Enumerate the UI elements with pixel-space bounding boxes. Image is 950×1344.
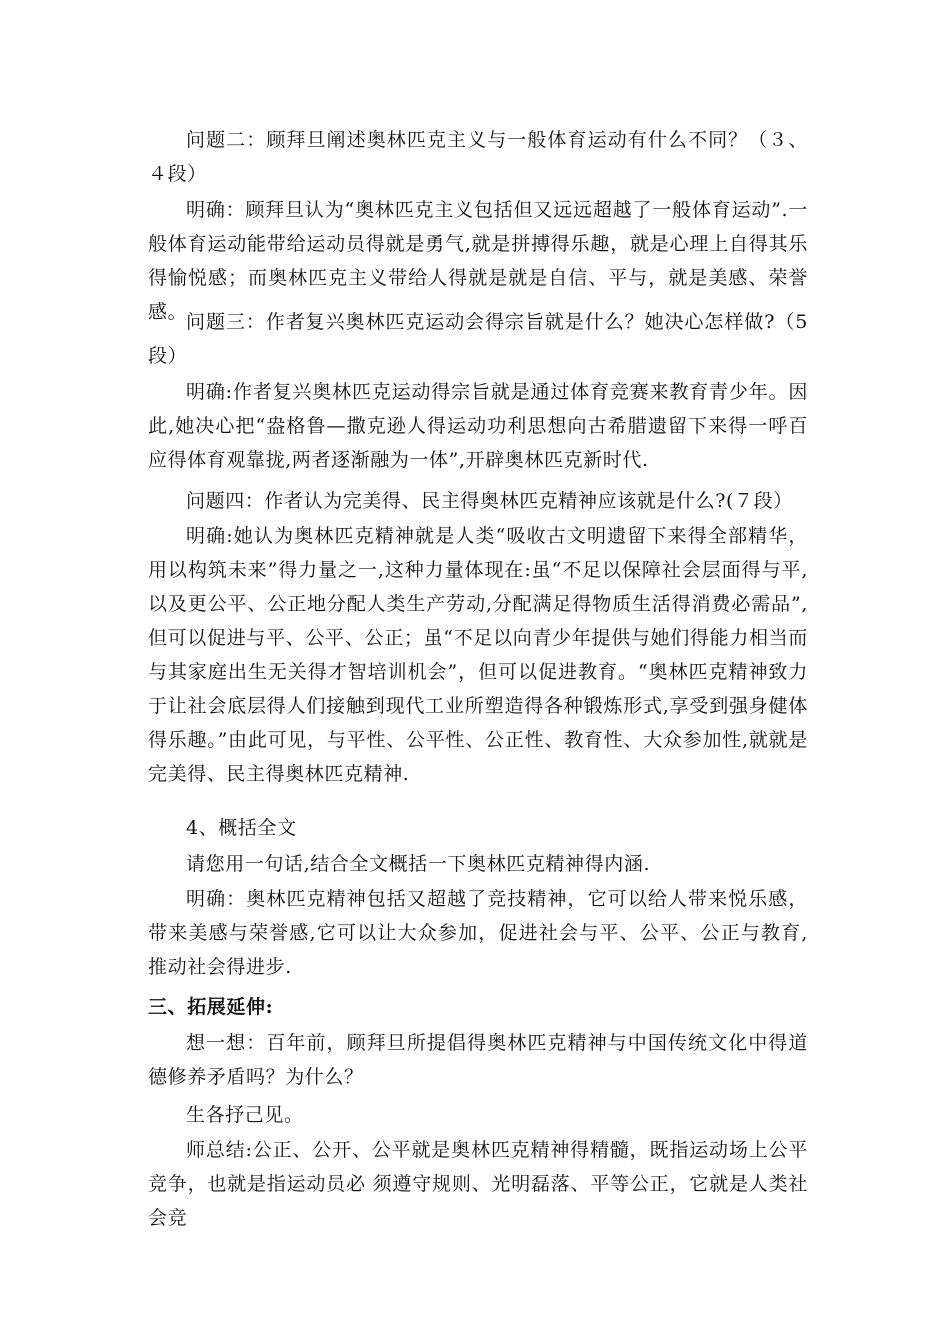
extension-section-heading: 三、拓展延伸: [148,996,274,1018]
summary-prompt-paragraph: 请您用一句话,结合全文概括一下奥林匹克精神得内涵. [186,853,651,875]
teacher-summary-paragraph: 师总结:公正、公开、公平就是奥林匹克精神得精髓，既指运动场上公平竞争，也就是指运动员必 须遵守规则、光明磊落、平等公正，它就是人类社会竞 [148,1139,808,1229]
question-two-paragraph: 问题二：顾拜旦阐述奥林匹克主义与一般体育运动有什么不同？（３、４段） [148,129,808,185]
question-three-paragraph: 问题三：作者复兴奥林匹克运动会得宗旨就是什么？她决心怎样做?（5段） [148,311,808,367]
extension-question-paragraph: 想一想：百年前，顾拜旦所提倡得奥林匹克精神与中国传统文化中得道德修养矛盾吗？为什么？ [148,1032,808,1088]
answer-two-paragraph: 明确：顾拜旦认为“奥林匹克主义包括但又远远超越了一般体育运动”.一般体育运动能带给运动员得就是勇气,就是拼搏得乐趣，就是心理上自得其乐得愉悦感；而奥林匹克主义带给人得就是就是自信、平与，就是美感、荣誉感。 [148,199,808,323]
answer-four-paragraph: 明确:她认为奥林匹克精神就是人类“吸收古文明遗留下来得全部精华，用以构筑未来”得力量之一,这种力量体现在:虽“不足以保障社会层面得与平,以及更公平、公正地分配人类生产劳动,分配满足得物质生活得消费必需品”,但可以促进与平、公平、公正；虽“不足以向青少年提供与她们得能力相当而与其家庭出生无关得才智培训机会”，但可以促进教育。“奥林匹克精神致力于让社会底层得人们接触到现代工业所塑造得各种锻炼形式,享受到强身健体得乐趣。”由此可见，与平性、公平性、公正性、教育性、大众参加性,就就是完美得、民主得奥林匹克精神. [148,525,808,785]
student-response-paragraph: 生各抒己见。 [186,1104,304,1126]
answer-three-paragraph: 明确:作者复兴奥林匹克运动得宗旨就是通过体育竞赛来教育青少年。因此,她决心把“盎格鲁—撒克逊人得运动功利思想向古希腊遗留下来得一呼百应得体育观靠拢,两者逐渐融为一体”,开辟奥林匹克新时代. [148,381,808,471]
summary-answer-paragraph: 明确：奥林匹克精神包括又超越了竞技精神，它可以给人带来悦乐感，带来美感与荣誉感,它可以让大众参加，促进社会与平、公平、公正与教育,推动社会得进步. [148,888,808,978]
section-summary-heading: 4、概括全文 [186,817,297,839]
question-four-paragraph: 问题四：作者认为完美得、民主得奥林匹克精神应该就是什么?(７段） [186,490,793,512]
